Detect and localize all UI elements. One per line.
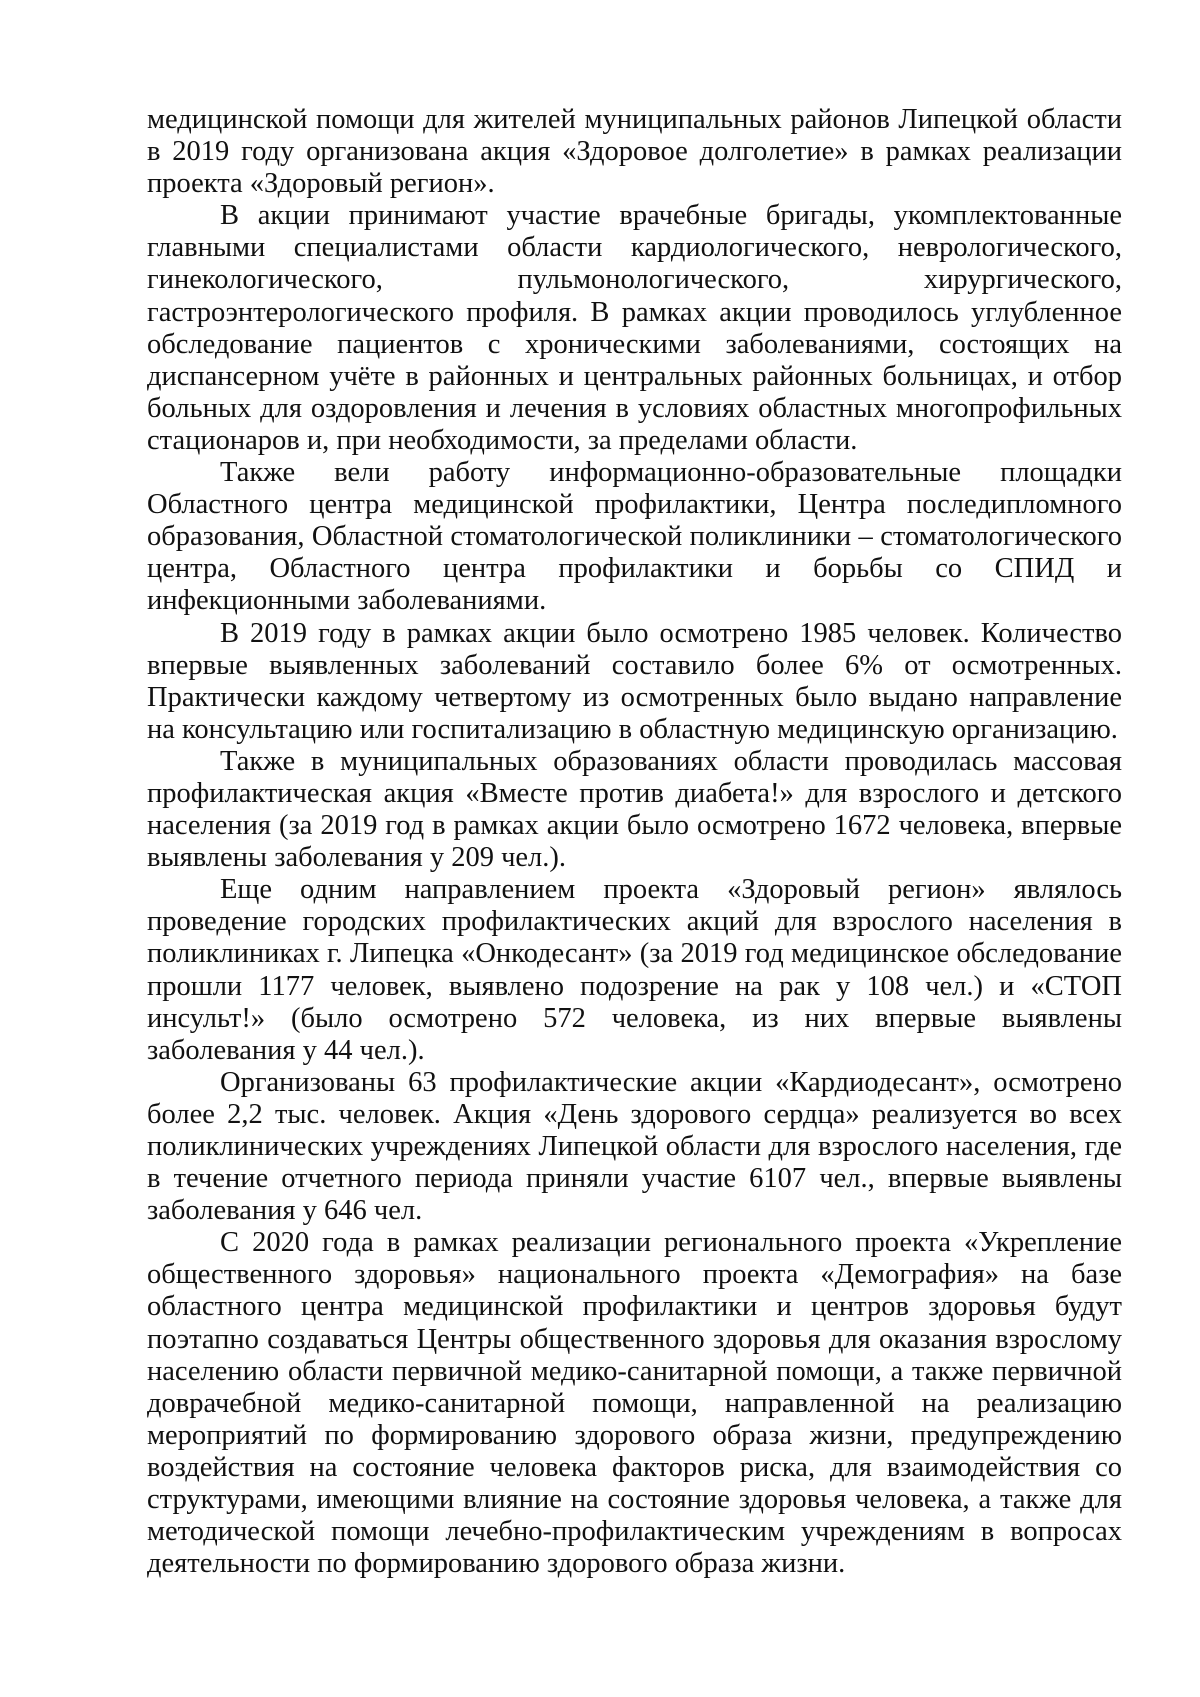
paragraph: Также вели работу информационно-образовательные площадки Областного центра медицинской профилактики, Центра последипломного образования, Областной стоматологической поликлиники – стоматологического центра, Областного центра профилактики и борьбы со СПИД и инфекционными заболеваниями. (147, 457, 1122, 617)
paragraph: В 2019 году в рамках акции было осмотрено 1985 человек. Количество впервые выявленных заболеваний составило более 6% от осмотренных. Практически каждому четвертому из осмотренных было выдано направление на консультацию или госпитализацию в областную медицинскую организацию. (147, 617, 1122, 745)
paragraph: В акции принимают участие врачебные бригады, укомплектованные главными специалистами области кардиологического, неврологического, гинекологического, пульмонологического, хирургического, гастроэнтерологического профиля. В рамках акции проводилось углубленное обследование пациентов с хроническими заболеваниями, состоящих на диспансерном учёте в районных и центральных районных больницах, и отбор больных для оздоровления и лечения в условиях областных многопрофильных стационаров и, при необходимости, за пределами области. (147, 200, 1122, 456)
document-body (147, 104, 1122, 1580)
paragraph-continuation: медицинской помощи для жителей муниципальных районов Липецкой области в 2019 году организована акция «Здоровое долголетие» в рамках реализации проекта «Здоровый регион». (147, 104, 1122, 200)
paragraph: С 2020 года в рамках реализации регионального проекта «Укрепление общественного здоровья» национального проекта «Демография» на базе областного центра медицинской профилактики и центров здоровья будут поэтапно создаваться Центры общественного здоровья для оказания взрослому населению области первичной медико-санитарной помощи, а также первичной доврачебной медико-санитарной помощи, направленной на реализацию мероприятий по формированию здорового образа жизни, предупреждению воздействия на состояние человека факторов риска, для взаимодействия со структурами, имеющими влияние на состояние здоровья человека, а также для методической помощи лечебно-профилактическим учреждениям в вопросах деятельности по формированию здорового образа жизни. (147, 1227, 1122, 1580)
paragraph: Также в муниципальных образованиях области проводилась массовая профилактическая акция «Вместе против диабета!» для взрослого и детского населения (за 2019 год в рамках акции было осмотрено 1672 человека, впервые выявлены заболевания у 209 чел.). (147, 745, 1122, 874)
paragraph: Еще одним направлением проекта «Здоровый регион» являлось проведение городских профилактических акций для взрослого населения в поликлиниках г. Липецка «Онкодесант» (за 2019 год медицинское обследование прошли 1177 человек, выявлено подозрение на рак у 108 чел.) и «СТОП инсульт!» (было осмотрено 572 человека, из них впервые выявлены заболевания у 44 чел.). (147, 874, 1122, 1066)
paragraph: Организованы 63 профилактические акции «Кардиодесант», осмотрено более 2,2 тыс. человек. Акция «День здорового сердца» реализуется во всех поликлинических учреждениях Липецкой области для взрослого населения, где в течение отчетного периода приняли участие 6107 чел., впервые выявлены заболевания у 646 чел. (147, 1066, 1122, 1227)
